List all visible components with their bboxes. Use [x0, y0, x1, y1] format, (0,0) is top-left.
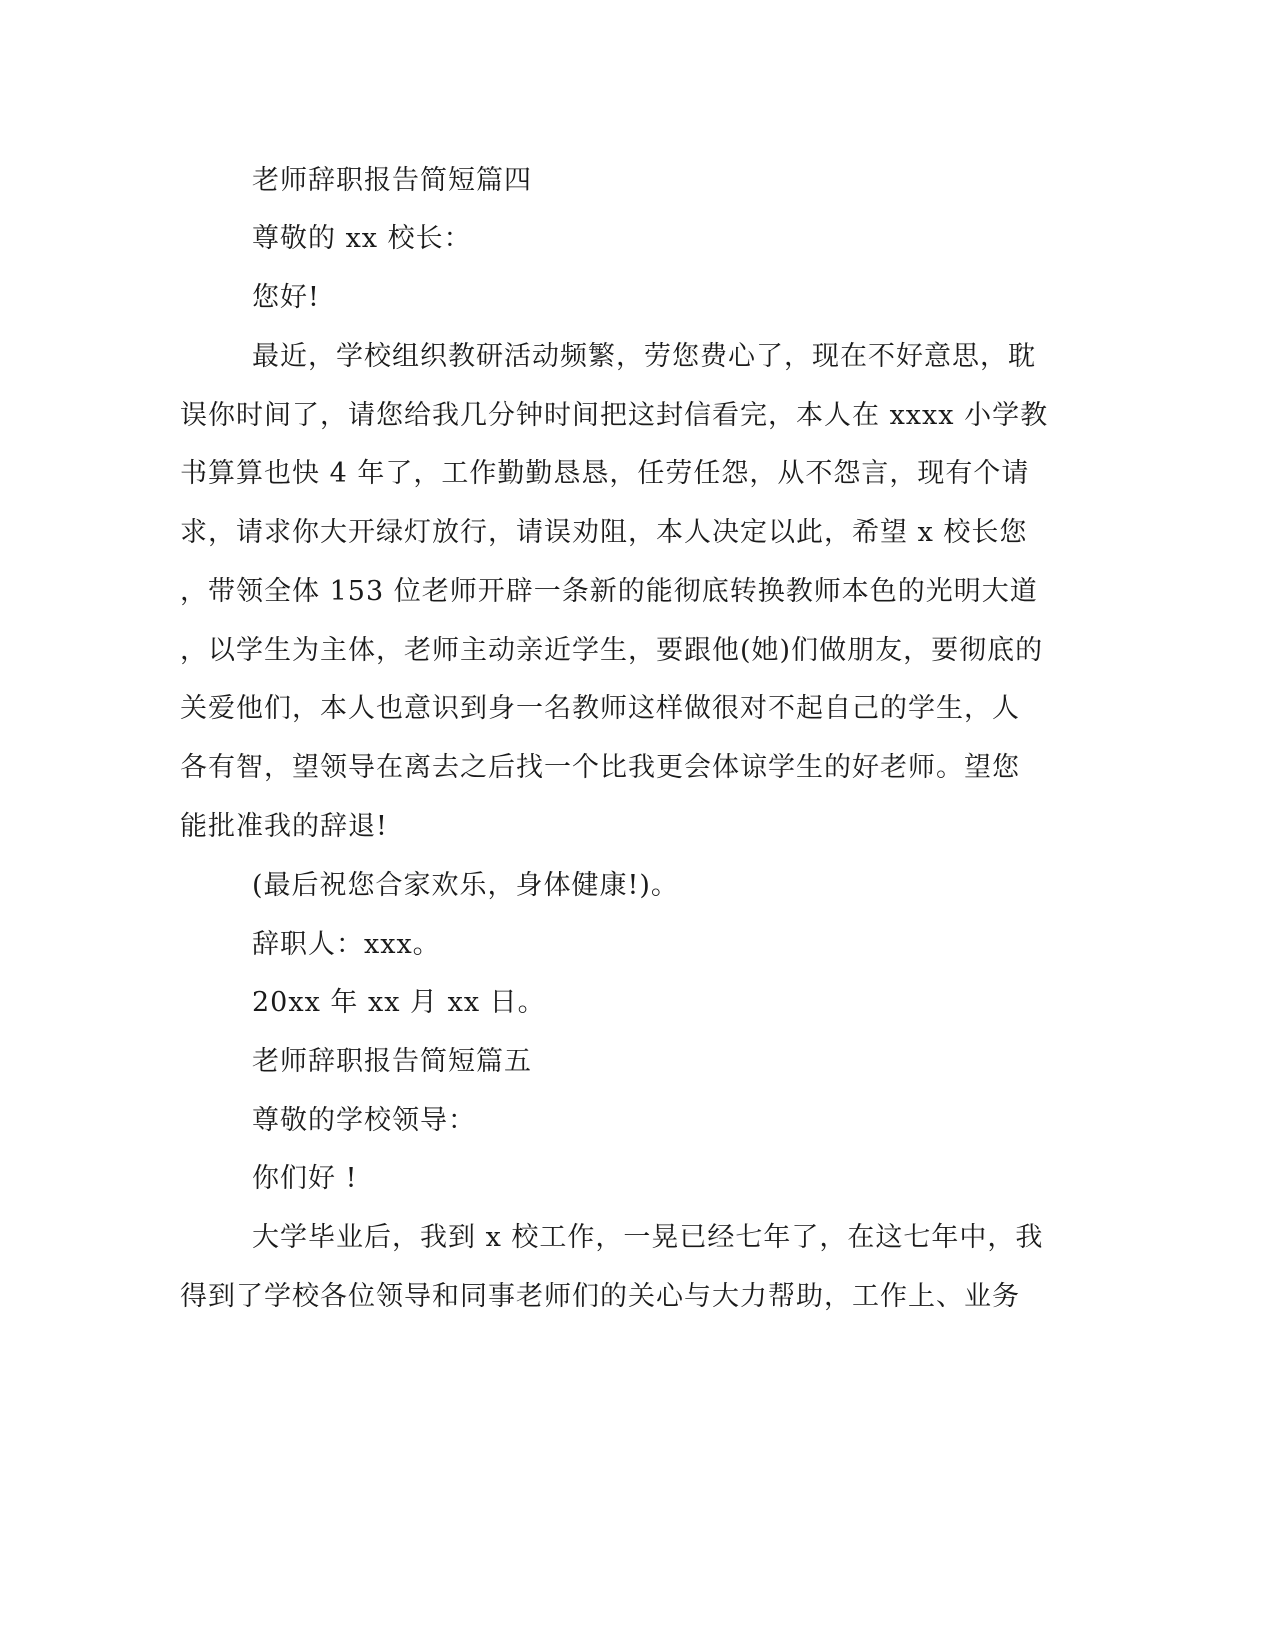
paragraph-line: 书算算也快 4 年了，工作勤勤恳恳，任劳任怨，从不怨言，现有个请	[180, 458, 1030, 489]
paragraph-line: 大学毕业后，我到 x 校工作，一晃已经七年了，在这七年中，我	[252, 1222, 1044, 1253]
section-heading-5: 老师辞职报告简短篇五	[252, 1046, 532, 1077]
paragraph-line: ，以学生为主体，老师主动亲近学生，要跟他(她)们做朋友，要彻底的	[180, 635, 1044, 666]
section-heading-4: 老师辞职报告简短篇四	[252, 165, 532, 196]
greeting: 你们好 !	[252, 1163, 358, 1194]
paragraph-line: ，带领全体 153 位老师开辟一条新的能彻底转换教师本色的光明大道	[180, 576, 1038, 607]
salutation: 尊敬的 xx 校长：	[252, 223, 472, 254]
paragraph-line: 能批准我的辞退!	[180, 811, 388, 842]
greeting: 您好!	[252, 282, 320, 313]
signature: 辞职人：xxx。	[252, 929, 441, 960]
paragraph-line: 各有智，望领导在离去之后找一个比我更会体谅学生的好老师。望您	[180, 752, 1020, 783]
paragraph-line: 求，请求你大开绿灯放行，请误劝阻，本人决定以此，希望 x 校长您	[180, 517, 1028, 548]
paragraph-line: 误你时间了，请您给我几分钟时间把这封信看完，本人在 xxxx 小学教	[180, 400, 1049, 431]
closing-wish: (最后祝您合家欢乐，身体健康!)。	[252, 870, 679, 901]
paragraph-line: 得到了学校各位领导和同事老师们的关心与大力帮助，工作上、业务	[180, 1281, 1020, 1312]
paragraph-line: 最近，学校组织教研活动频繁，劳您费心了，现在不好意思，耽	[252, 341, 1036, 372]
date: 20xx 年 xx 月 xx 日。	[252, 987, 546, 1018]
paragraph-line: 关爱他们，本人也意识到身一名教师这样做很对不起自己的学生，人	[180, 693, 1020, 724]
salutation: 尊敬的学校领导：	[252, 1105, 476, 1136]
